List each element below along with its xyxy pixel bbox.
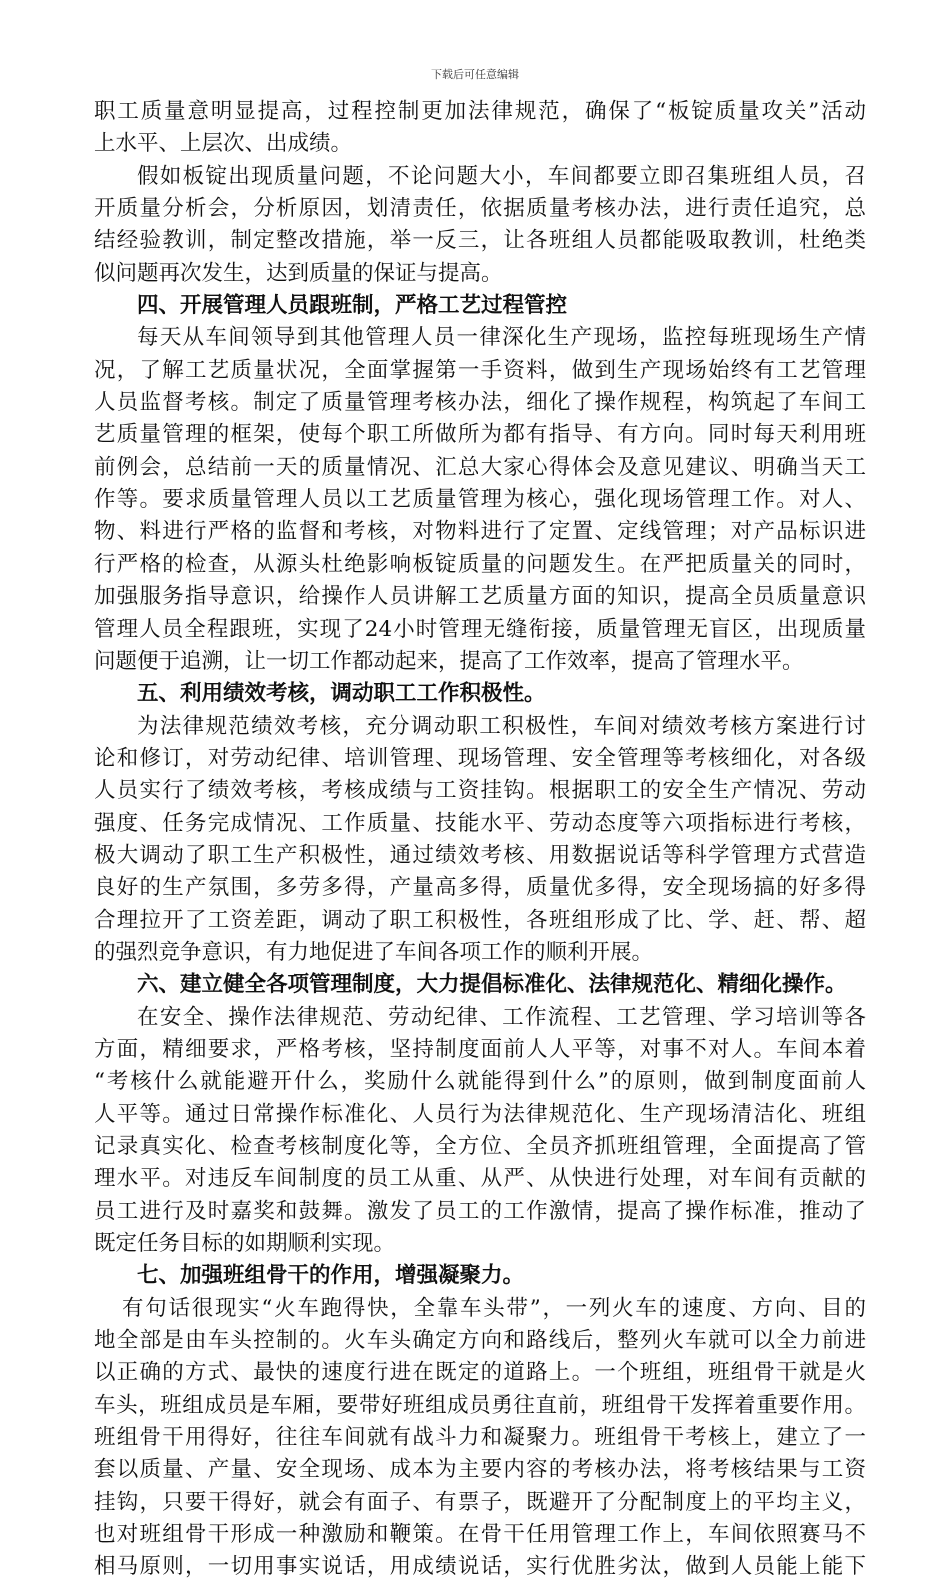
paragraph-line: 极大调动了职工生产积极性，通过绩效考核、用数据说话等科学管理方式营造	[94, 842, 866, 868]
paragraph-line: 理水平。对违反车间制度的员工从重、从严、从快进行处理，对车间有贡献的	[94, 1166, 866, 1192]
section-heading: 五、利用绩效考核，调动职工工作积极性。	[137, 681, 546, 707]
paragraph-line: 挂钩，只要干得好，就会有面子、有票子，既避开了分配制度上的平均主义，	[94, 1489, 866, 1515]
paragraph-line: 开质量分析会，分析原因，划清责任，依据质量考核办法，进行责任追究，总	[94, 196, 866, 222]
paragraph-line: 上水平、上层次、出成绩。	[94, 131, 353, 157]
paragraph-line: 每天从车间领导到其他管理人员一律深化生产现场，监控每班现场生产情	[137, 325, 866, 351]
paragraph-line: 加强服务指导意识，给操作人员讲解工艺质量方面的知识，提高全员质量意识	[94, 584, 866, 610]
section-heading: 四、开展管理人员跟班制，严格工艺过程管控	[137, 293, 568, 319]
paragraph-line: 为法律规范绩效考核，充分调动职工积极性，车间对绩效考核方案进行讨	[137, 713, 866, 739]
section-heading: 六、建立健全各项管理制度，大力提倡标准化、法律规范化、精细化操作。	[137, 972, 847, 998]
section-heading: 七、加强班组骨干的作用，增强凝聚力。	[137, 1263, 525, 1289]
paragraph-line: 职工质量意明显提高，过程控制更加法律规范，确保了“板锭质量攻关”活动	[94, 99, 866, 124]
page-header: 下载后可任意编辑	[431, 68, 519, 81]
paragraph-line: 的强烈竞争意识，有力地促进了车间各项工作的顺利开展。	[94, 939, 654, 965]
document-body	[94, 96, 866, 1584]
paragraph-line: 班组骨干用得好，往往车间就有战斗力和凝聚力。班组骨干考核上，建立了一	[94, 1425, 866, 1451]
paragraph-line: 记录真实化、检查考核制度化等，全方位、全员齐抓班组管理，全面提高了管	[94, 1134, 866, 1159]
paragraph-line: 艺质量管理的框架，使每个职工所做所为都有指导、有方向。同时每天利用班	[94, 422, 866, 448]
paragraph-line: 问题便于追溯，让一切工作都动起来，提高了工作效率，提高了管理水平。	[94, 648, 804, 674]
paragraph-line: 论和修订，对劳动纪律、培训管理、现场管理、安全管理等考核细化，对各级	[94, 745, 866, 771]
paragraph-line: 物、料进行严格的监督和考核，对物料进行了定置、定线管理；对产品标识进	[94, 519, 866, 545]
paragraph-line: “考核什么就能避开什么，奖励什么就能得到什么”的原则，做到制度面前人	[94, 1069, 866, 1095]
paragraph-line: 前例会，总结前一天的质量情况、汇总大家心得体会及意见建议、明确当天工	[94, 454, 866, 480]
paragraph-line: 似问题再次发生，达到质量的保证与提高。	[94, 260, 503, 286]
paragraph-line: 在安全、操作法律规范、劳动纪律、工作流程、工艺管理、学习培训等各	[137, 1004, 866, 1030]
paragraph-line: 套以质量、产量、安全现场、成本为主要内容的考核办法，将考核结果与工资	[94, 1457, 866, 1483]
paragraph-line: 车头，班组成员是车厢，要带好班组成员勇往直前，班组骨干发挥着重要作用。	[94, 1392, 866, 1418]
paragraph-line: 作等。要求质量管理人员以工艺质量管理为核心，强化现场管理工作。对人、	[94, 487, 866, 513]
paragraph-line: 既定任务目标的如期顺利实现。	[94, 1231, 396, 1257]
paragraph-line: 人员实行了绩效考核，考核成绩与工资挂钩。根据职工的安全生产情况、劳动	[94, 778, 866, 804]
paragraph-line: 结经验教训，制定整改措施，举一反三，让各班组人员都能吸取教训，杜绝类	[94, 228, 866, 254]
paragraph-line: 有句话很现实“火车跑得快，全靠车头带”，一列火车的速度、方向、目的	[122, 1295, 866, 1321]
paragraph-line: 方面，精细要求，严格考核，坚持制度面前人人平等，对事不对人。车间本着	[94, 1036, 866, 1062]
paragraph-line: 人员监督考核。制定了质量管理考核办法，细化了操作规程，构筑起了车间工	[94, 390, 866, 416]
paragraph-line: 管理人员全程跟班，实现了24小时管理无缝衔接，质量管理无盲区，出现质量	[94, 616, 866, 642]
paragraph-line: 员工进行及时嘉奖和鼓舞。激发了员工的工作激情，提高了操作标准，推动了	[94, 1198, 866, 1224]
paragraph-line: 地全部是由车头控制的。火车头确定方向和路线后，整列火车就可以全力前进	[94, 1328, 866, 1354]
paragraph-line: 假如板锭出现质量问题，不论问题大小，车间都要立即召集班组人员，召	[137, 163, 866, 189]
paragraph-line: 行严格的检查，从源头杜绝影响板锭质量的问题发生。在严把质量关的同时，	[94, 551, 866, 577]
paragraph-line: 以正确的方式、最快的速度行进在既定的道路上。一个班组，班组骨干就是火	[94, 1360, 866, 1386]
paragraph-line: 况，了解工艺质量状况，全面掌握第一手资料，做到生产现场始终有工艺管理	[94, 357, 866, 383]
paragraph-line: 相马原则，一切用事实说话，用成绩说话，实行优胜劣汰，做到人员能上能下	[94, 1554, 866, 1580]
paragraph-line: 合理拉开了工资差距，调动了职工积极性，各班组形成了比、学、赶、帮、超	[94, 907, 866, 933]
paragraph-line: 良好的生产氛围，多劳多得，产量高多得，质量优多得，安全现场搞的好多得	[94, 875, 866, 901]
paragraph-line: 人平等。通过日常操作标准化、人员行为法律规范化、生产现场清洁化、班组	[94, 1101, 866, 1127]
paragraph-line: 强度、任务完成情况、工作质量、技能水平、劳动态度等六项指标进行考核，	[94, 810, 866, 836]
paragraph-line: 也对班组骨干形成一种激励和鞭策。在骨干任用管理工作上，车间依照赛马不	[94, 1522, 866, 1548]
